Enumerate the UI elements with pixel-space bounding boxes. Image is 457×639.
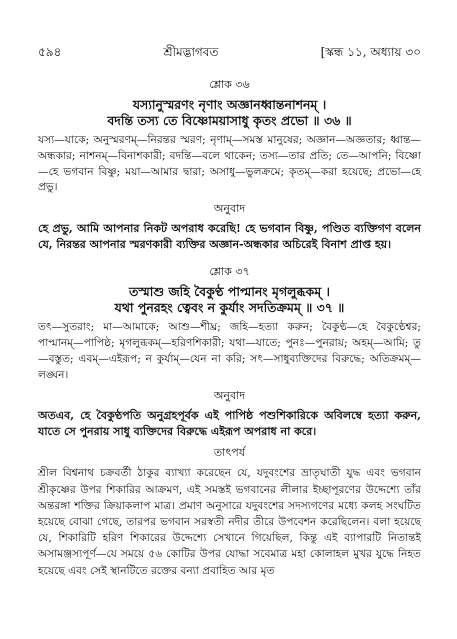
verse-36-heading: শ্লোক ৩৬ — [209, 78, 250, 91]
verse-37-translation-heading: অনুবাদ — [213, 389, 246, 403]
purport-text: শ্রীল বিশ্বনাথ চক্রবর্তী ঠাকুর ব্যাখ্যা করেছেন যে, যদুবংশের ভ্রাতৃঘাতী যুদ্ধ এবং ভগবান শ্রীকৃষ্ণের উপর শিকারির আক্রমণ, এই সমস্তই ভগবানের লীলার ইচ্ছাপূরণের উদ্দেশ্যে তাঁর অন্তরঙ্গা শক্তির ক্রিয়াকলাপ মাত্র। প্রমাণ অনুসারে যদুবংশের সদস্যগণের মধ্যে কলহ সংঘটিত হয়েছে বোঝা গেছে, তারপর ভগবান সরস্বতী নদীর তীরে উপবেশন করেছিলেন। বলা হয়েছে যে, শিকারিটি হরিণ শিকারের উদ্দেশ্যে সেখানে গিয়েছিল, কিন্তু এই ব্যাপারটি নিতান্তই অসামঞ্জস্যপূর্ণ—যে সময়ে ৫৬ কোটির উপর যোদ্ধা সবেমাত্র মহা কোলাহল মুখর যুদ্ধে নিহত হয়েছে এবং সেই স্থানটিতে রক্তের বন্যা প্রবাহিত আর মৃত — [38, 467, 421, 577]
verse-36-translation: হে প্রভু, আমি আপনার নিকট অপরাধ করেছি! হে ভগবান বিষ্ণু, পণ্ডিত ব্যক্তিগণ বলেন যে, নিরন্তর আপনার স্মরণকারী ব্যক্তির অজ্ঞান-অন্ধকার অচিরেই বিনাশ প্রাপ্ত হয়। — [38, 222, 421, 252]
verse-36-translation-heading: অনুবাদ — [213, 202, 246, 216]
verse-36-synonyms: যস্য—যাকে; অনুস্মরণম্—নিরন্তর স্মরণ; নৃণাম্—সমস্ত মানুষের; অজ্ঞান—অজ্ঞতার; ধ্বান্ত—অন্ধকার; নাশনম্—বিনাশকারী; বদন্তি—বলে থাকেন; তস্য—তার প্রতি; তে—আপনি; বিষ্ণো—হে ভগবান বিষ্ণু; ময়া—আমার দ্বারা; অসাধু—ভুলক্রমে; কৃতম্—করা হয়েছে; প্রভো—হে প্রভু। — [38, 134, 421, 194]
book-title: শ্রীমদ্ভাগবত — [163, 45, 219, 59]
verse-37-line-2: যথা পুনরহং ত্বেবং ন কুর্যাং সদতিক্রমম্ ॥ ৩৭ ॥ — [114, 300, 345, 316]
purport-heading: তাৎপর্য — [213, 446, 246, 460]
verse-36-line-2: বদন্তি তস্য তে বিষ্ণোময়াসাধু কৃতং প্রভো ॥ ৩৬ ॥ — [107, 113, 352, 128]
verse-37-translation: অতএব, হে বৈকুণ্ঠপতি অনুগ্রহপূর্বক এই পাপিষ্ঠ পশুশিকারিকে অবিলম্বে হত্যা করুন, যাতে সে পুনরায় সাধু ব্যক্তিদের বিরুদ্ধে এইরূপ অপরাধ না করে। — [38, 409, 421, 439]
verse-37-line-1: তস্মাশু জহি বৈকুণ্ঠ পাপ্মানং মৃগলুব্ধকম্ । — [129, 284, 330, 300]
page-header — [38, 44, 421, 64]
chapter-reference: [স্কন্ধ ১১, অধ্যায় ৩০ — [320, 45, 421, 59]
verse-36-line-1: যস্যানুস্মরণং নৃণাং অজ্ঞানধ্বান্তনাশনম্ । — [132, 97, 327, 112]
verse-37-synonyms: তৎ—সুতরাং; মা—আমাকে; আশু—শীঘ্র; জহি—হত্যা করুন; বৈকুণ্ঠ—হে বৈকুণ্ঠেশ্বর; পাপ্মানম্—পাপিষ্ঠ; মৃগলুব্ধকম্—হরিণশিকারী; যথা—যাতে; পুনঃ—পুনরায়; অহম্—আমি; তু—বস্তুত; এবম্—এইরূপ; ন কুর্যাম্—যেন না করি; সৎ—সাধুব্যক্তিদের বিরুদ্ধে; অতিক্রমম্—লঙ্ঘন। — [38, 321, 421, 381]
page-number: ৫৯৪ — [38, 45, 62, 59]
verse-37-heading: শ্লোক ৩৭ — [209, 265, 250, 279]
